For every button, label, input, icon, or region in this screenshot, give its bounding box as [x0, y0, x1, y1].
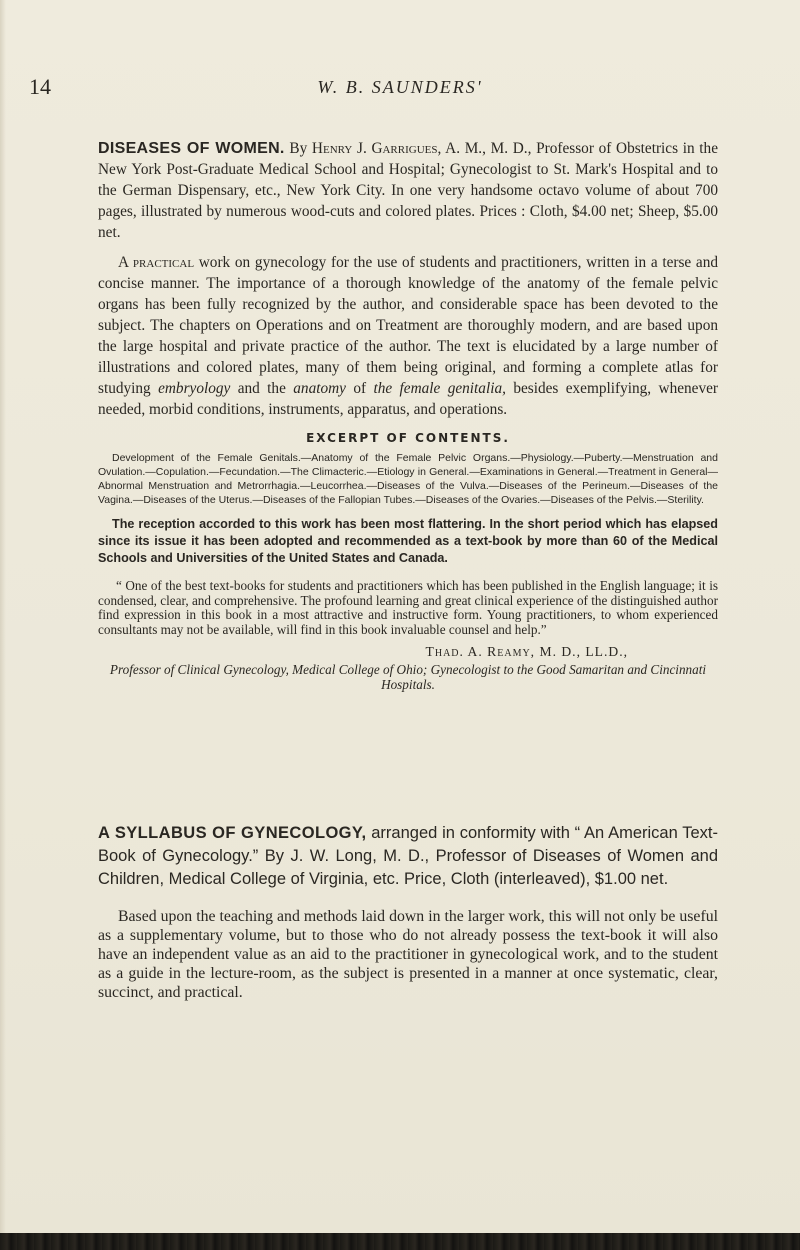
review-text-4: besides exemplifying, whenever needed, morbid conditions, instruments, apparatus, and operations. [98, 380, 718, 418]
review-text-2: and the [230, 380, 294, 397]
page-number: 14 [29, 74, 51, 99]
entry1-description: Professor of Obstetrics in the New York Post-Graduate Medical School and Hospital; Gynecologist to St. Mark's Hospital and to the German Dispensary, etc., New York City. In one very handsome octavo volume of about 700 pages, illustrated by numerous wood-cuts and colored plates. Prices : Cloth, $4.00 net; Sheep, $5.00 net. [98, 140, 718, 241]
testimonial-author: Thad. A. Reamy, M. D., LL.D., [425, 644, 628, 659]
review-lead: A practical [118, 254, 195, 271]
entry1-heading-paragraph [98, 138, 718, 243]
entry2-heading-paragraph [98, 822, 718, 891]
reception-paragraph: The reception accorded to this work has been most flattering. In the short period which has elapsed since its issue it has been adopted and recommended as a text-book by more than 60 of the Medical Schools and Universities of the United States and Canada. [98, 517, 718, 565]
running-title: W. B. SAUNDERS' [317, 77, 483, 97]
review-text-1: work on gynecology for the use of students and practitioners, written in a terse and concise manner. The importance of a thorough knowledge of the anatomy of the female pelvic organs has been fully recognized by the author, and considerable space has been devoted to the subject. The chapters on Operations and on Treatment are thoroughly modern, and are based upon the large hospital and private practice of the author. The text is elucidated by a large number of illustrations and colored plates, many of them being original, and forming a complete atlas for studying [98, 254, 718, 397]
entry1-author: Henry J. Garrigues, A. M., M. D., [311, 140, 532, 157]
entry1-title: DISEASES OF WOMEN. [98, 140, 285, 157]
page-edge-shadow [0, 0, 6, 1250]
entry2-title: A SYLLABUS OF GYNECOLOGY, [98, 824, 367, 842]
testimonial-quote: “ One of the best text-books for students and practitioners which has been published in the English language; it is condensed, clear, and comprehensive. The profound learning and great clinical experience of the distinguished author find expression in this book in a most attractive and instructive form. Young practitioners, to whom experienced consultants may not be available, will find in this book invaluable counsel and help.” [98, 578, 718, 637]
entry1-by: By [289, 140, 308, 157]
page-header [20, 74, 780, 104]
testimonial-affiliation: Professor of Clinical Gynecology, Medical College of Ohio; Gynecologist to the Good Samaritan and Cincinnati Hospitals. [109, 662, 707, 692]
page-bottom-edge [0, 1233, 800, 1250]
contents-heading: EXCERPT OF CONTENTS. [306, 431, 510, 445]
entry2-description: Based upon the teaching and methods laid down in the larger work, this will not only be useful as a supplementary volume, but to those who do not already possess the text-book it will also have an independent value as an aid to the practitioner in gynecological work, and to the student as a guide in the lecture-room, as the subject is presented in a manner at once systematic, clear, succinct, and practical. [98, 908, 718, 1001]
review-em-genitalia: the female genitalia, [373, 380, 506, 397]
entry-diseases-of-women [98, 138, 718, 692]
entry2-subtitle: arranged in conformity with “ An American Text-Book of Gynecology.” By J. W. Long, M. D., Professor of Diseases of Women and Children, Medical College of Virginia, etc. Price, Cloth (interleaved), $1.00 net. [98, 824, 718, 888]
review-em-anatomy: anatomy [293, 380, 346, 397]
entry1-review [98, 252, 718, 420]
entry-syllabus-of-gynecology [98, 822, 718, 1002]
review-text-3: of [345, 380, 374, 397]
contents-list: Development of the Female Genitals.—Anatomy of the Female Pelvic Organs.—Physiology.—Puberty.—Menstruation and Ovulation.—Copulation.—Fecundation.—The Climacteric.—Etiology in General.—Examinations in General.—Treatment in General—Abnormal Menstruation and Metrorrhagia.—Leucorrhea.—Diseases of the Vulva.—Diseases of the Perineum.—Diseases of the Vagina.—Diseases of the Uterus.—Diseases of the Fallopian Tubes.—Diseases of the Ovaries.—Diseases of the Pelvis.—Sterility. [98, 452, 718, 506]
review-em-embryology: embryology [158, 380, 231, 397]
